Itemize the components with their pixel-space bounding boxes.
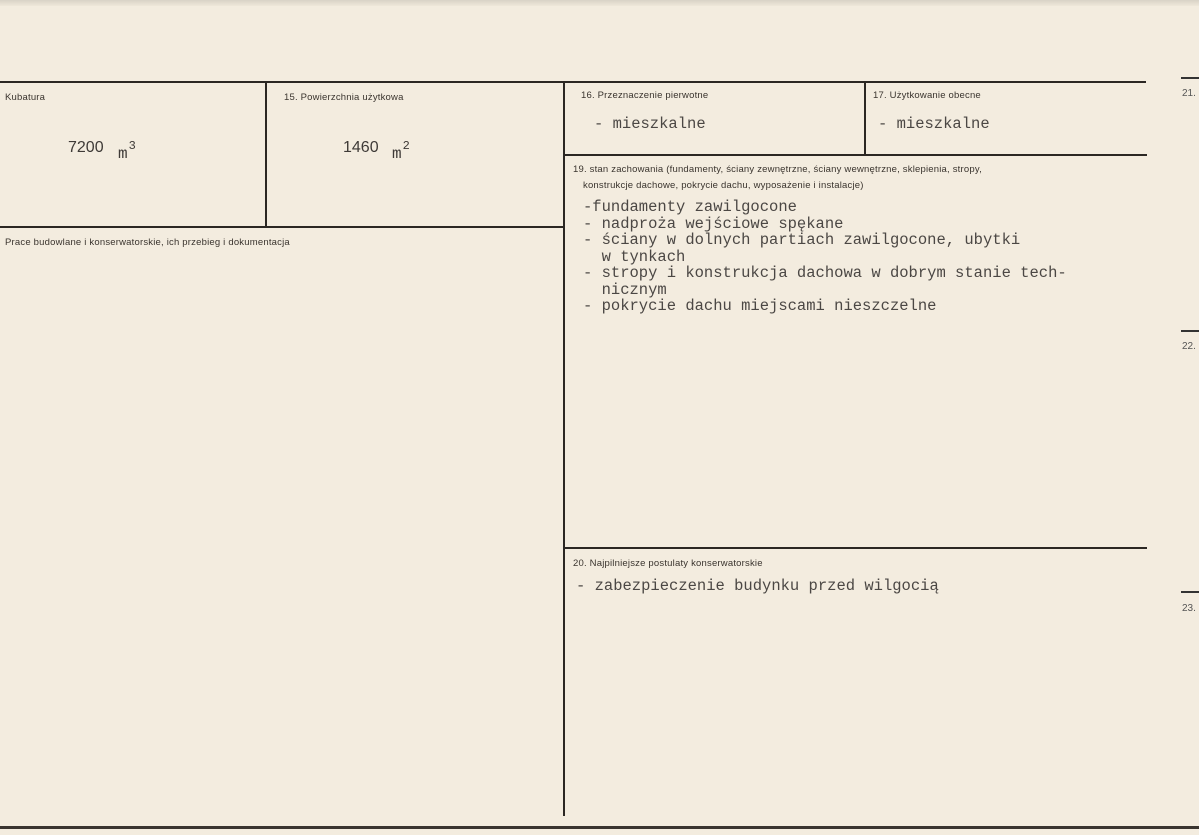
powierzchnia-unit-exponent: 2 xyxy=(402,139,410,153)
margin-number-21: 21. xyxy=(1182,88,1196,99)
powierzchnia-label: 15. Powierzchnia użytkowa xyxy=(284,92,404,103)
stan-label-line1: 19. stan zachowania (fundamenty, ściany zewnętrzne, ściany wewnętrzne, sklepienia, stropy, xyxy=(573,164,982,175)
rule-below-kubatura xyxy=(0,226,565,228)
stan-line-3: - ściany w dolnych partiach zawilgocone, ubytki xyxy=(583,231,1021,249)
margin-tick-21 xyxy=(1181,77,1199,79)
stan-label-line2: konstrukcje dachowe, pokrycie dachu, wyposażenie i instalacje) xyxy=(583,180,864,191)
uzytkowanie-label: 17. Użytkowanie obecne xyxy=(873,90,981,101)
bottom-rule xyxy=(0,826,1199,829)
margin-number-23: 23. xyxy=(1182,603,1196,614)
kubatura-unit-exponent: 3 xyxy=(128,139,136,153)
kubatura-label: Kubatura xyxy=(5,92,46,103)
margin-tick-23 xyxy=(1181,591,1199,593)
stan-line-1: -fundamenty zawilgocone xyxy=(583,198,797,216)
stan-line-7: - pokrycie dachu miejscami nieszczelne xyxy=(583,297,937,315)
postulaty-value: - zabezpieczenie budynku przed wilgocią xyxy=(576,577,939,595)
przeznaczenie-value: - mieszkalne xyxy=(594,115,706,133)
prace-label: Prace budowlane i konserwatorskie, ich przebieg i dokumentacja xyxy=(5,237,290,248)
rule-above-20 xyxy=(565,547,1147,549)
powierzchnia-value: 1460 xyxy=(343,139,379,156)
divider-main xyxy=(563,81,565,816)
top-margin xyxy=(0,0,1199,6)
stan-line-4: w tynkach xyxy=(583,247,686,266)
rule-below-16-17 xyxy=(565,154,1147,156)
stan-line-6: nicznym xyxy=(583,280,667,299)
powierzchnia-unit-base: m xyxy=(392,145,402,163)
powierzchnia-unit xyxy=(392,139,410,163)
stan-line-2: - nadproża wejściowe spękane xyxy=(583,214,844,233)
divider-16-17 xyxy=(864,81,866,155)
postulaty-label: 20. Najpilniejsze postulaty konserwatorskie xyxy=(573,558,763,569)
kubatura-unit-base: m xyxy=(118,145,128,163)
divider-kubatura xyxy=(265,81,267,227)
top-rule xyxy=(0,81,1146,83)
kubatura-unit xyxy=(118,139,136,163)
margin-tick-22 xyxy=(1181,330,1199,332)
przeznaczenie-label: 16. Przeznaczenie pierwotne xyxy=(581,90,709,101)
stan-line-5: - stropy i konstrukcja dachowa w dobrym stanie tech- xyxy=(583,264,1067,282)
uzytkowanie-value: - mieszkalne xyxy=(878,115,990,133)
margin-number-22: 22. xyxy=(1182,341,1196,352)
kubatura-value: 7200 xyxy=(68,139,104,156)
